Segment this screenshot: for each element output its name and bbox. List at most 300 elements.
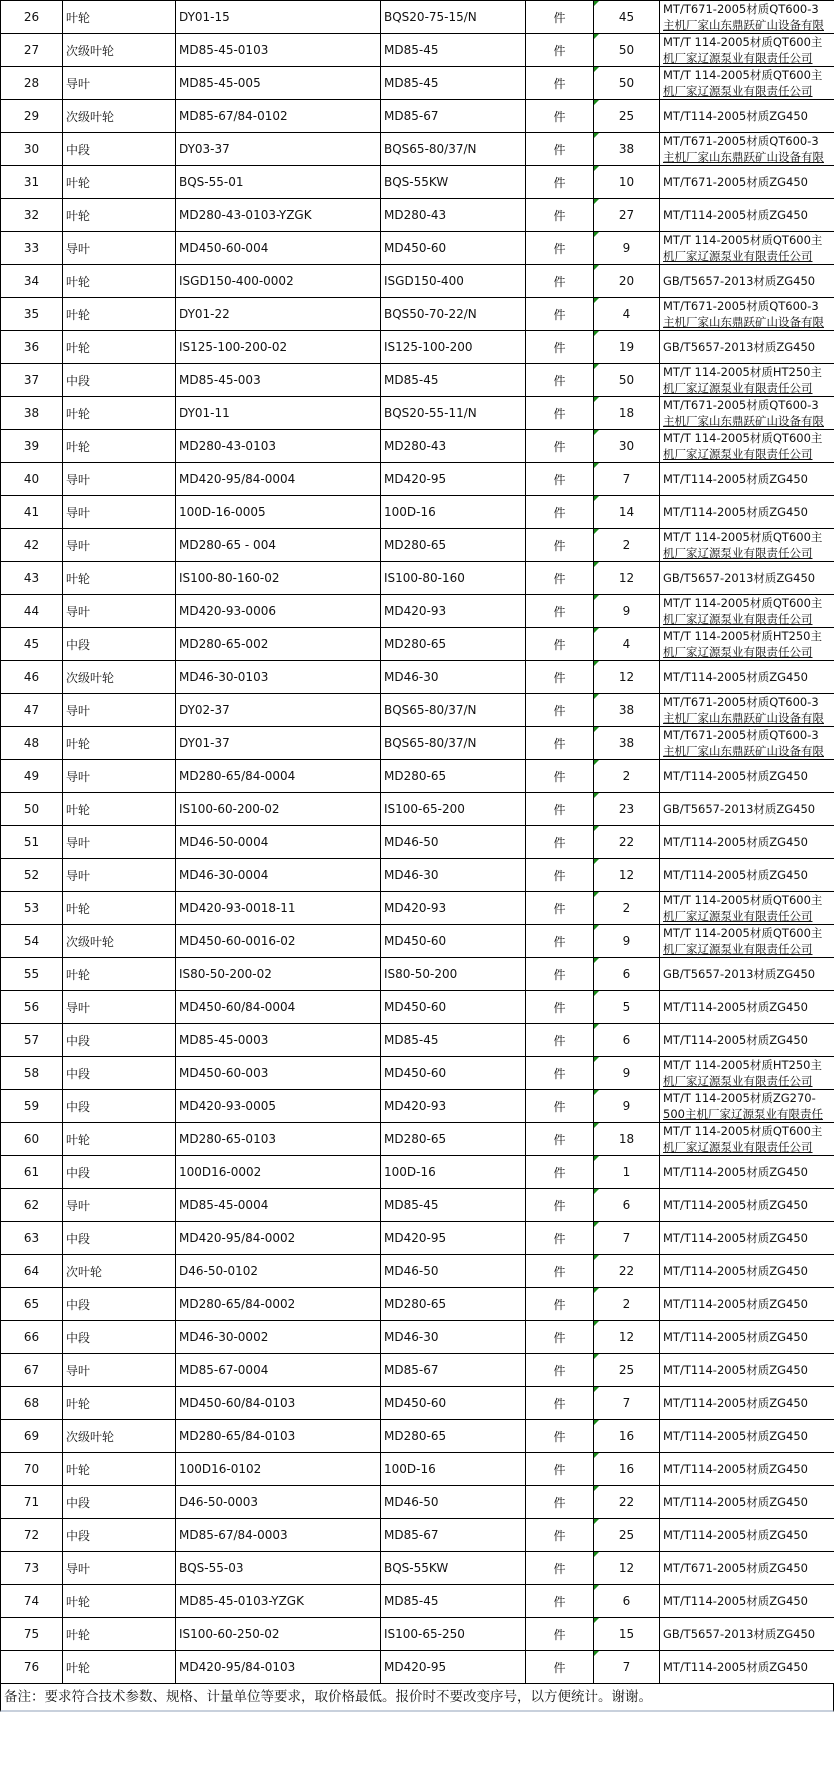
cell-part-name[interactable]: 叶轮 [63, 892, 176, 925]
cell-quantity[interactable]: 16 [594, 1420, 660, 1453]
cell-standard[interactable] [660, 1090, 834, 1123]
cell-quantity[interactable]: 12 [594, 562, 660, 595]
cell-unit[interactable]: 件 [526, 1288, 594, 1321]
cell-part-name[interactable]: 中段 [63, 628, 176, 661]
cell-unit[interactable]: 件 [526, 1618, 594, 1651]
cell-standard[interactable] [660, 628, 834, 661]
cell-part-name[interactable]: 中段 [63, 133, 176, 166]
cell-model[interactable]: 100D-16 [381, 496, 526, 529]
cell-standard[interactable] [660, 1387, 834, 1420]
cell-model[interactable]: MD280-65 [381, 1123, 526, 1156]
cell-part-name[interactable]: 中段 [63, 1519, 176, 1552]
cell-standard[interactable] [660, 1, 834, 34]
cell-part-name[interactable]: 中段 [63, 1288, 176, 1321]
cell-part-name[interactable]: 中段 [63, 1486, 176, 1519]
cell-model[interactable]: MD450-60 [381, 925, 526, 958]
cell-model[interactable]: ISGD150-400 [381, 265, 526, 298]
cell-serial-no[interactable]: 70 [1, 1453, 63, 1486]
cell-serial-no[interactable]: 34 [1, 265, 63, 298]
cell-model[interactable]: MD85-67 [381, 1354, 526, 1387]
cell-unit[interactable]: 件 [526, 67, 594, 100]
cell-standard[interactable] [660, 1651, 834, 1684]
cell-drawing-no[interactable]: DY01-22 [176, 298, 381, 331]
cell-part-name[interactable]: 导叶 [63, 826, 176, 859]
cell-part-name[interactable]: 导叶 [63, 529, 176, 562]
cell-quantity[interactable]: 10 [594, 166, 660, 199]
cell-model[interactable]: MD420-93 [381, 892, 526, 925]
cell-standard[interactable] [660, 1255, 834, 1288]
cell-model[interactable]: MD280-65 [381, 529, 526, 562]
cell-serial-no[interactable]: 66 [1, 1321, 63, 1354]
cell-serial-no[interactable]: 31 [1, 166, 63, 199]
cell-quantity[interactable]: 2 [594, 892, 660, 925]
cell-drawing-no[interactable]: MD420-93-0006 [176, 595, 381, 628]
cell-drawing-no[interactable]: DY03-37 [176, 133, 381, 166]
cell-standard[interactable] [660, 958, 834, 991]
cell-drawing-no[interactable]: IS80-50-200-02 [176, 958, 381, 991]
cell-drawing-no[interactable]: DY01-15 [176, 1, 381, 34]
cell-serial-no[interactable]: 27 [1, 34, 63, 67]
cell-model[interactable]: MD420-95 [381, 1651, 526, 1684]
cell-unit[interactable]: 件 [526, 265, 594, 298]
cell-model[interactable]: MD280-65 [381, 628, 526, 661]
cell-part-name[interactable]: 导叶 [63, 67, 176, 100]
cell-standard[interactable] [660, 1024, 834, 1057]
cell-model[interactable]: IS100-65-200 [381, 793, 526, 826]
cell-quantity[interactable]: 22 [594, 1486, 660, 1519]
cell-unit[interactable]: 件 [526, 1057, 594, 1090]
cell-model[interactable]: BQS-55KW [381, 1552, 526, 1585]
cell-quantity[interactable]: 9 [594, 1090, 660, 1123]
cell-unit[interactable]: 件 [526, 199, 594, 232]
cell-quantity[interactable]: 6 [594, 1585, 660, 1618]
cell-unit[interactable]: 件 [526, 958, 594, 991]
cell-part-name[interactable]: 叶轮 [63, 265, 176, 298]
cell-model[interactable]: BQS65-80/37/N [381, 727, 526, 760]
cell-serial-no[interactable]: 29 [1, 100, 63, 133]
cell-serial-no[interactable]: 37 [1, 364, 63, 397]
cell-standard[interactable] [660, 1618, 834, 1651]
cell-model[interactable]: 100D-16 [381, 1453, 526, 1486]
cell-drawing-no[interactable]: MD46-50-0004 [176, 826, 381, 859]
cell-unit[interactable]: 件 [526, 925, 594, 958]
cell-model[interactable]: MD450-60 [381, 1057, 526, 1090]
cell-part-name[interactable]: 次叶轮 [63, 1255, 176, 1288]
cell-part-name[interactable]: 导叶 [63, 859, 176, 892]
cell-standard[interactable] [660, 1321, 834, 1354]
cell-serial-no[interactable]: 47 [1, 694, 63, 727]
cell-drawing-no[interactable]: MD420-95/84-0002 [176, 1222, 381, 1255]
cell-serial-no[interactable]: 73 [1, 1552, 63, 1585]
cell-part-name[interactable]: 次级叶轮 [63, 100, 176, 133]
cell-model[interactable]: MD420-93 [381, 1090, 526, 1123]
cell-serial-no[interactable]: 36 [1, 331, 63, 364]
cell-unit[interactable]: 件 [526, 1123, 594, 1156]
cell-drawing-no[interactable]: MD85-45-0103 [176, 34, 381, 67]
cell-model[interactable]: MD46-50 [381, 1255, 526, 1288]
cell-part-name[interactable]: 叶轮 [63, 1618, 176, 1651]
cell-quantity[interactable]: 7 [594, 1387, 660, 1420]
cell-drawing-no[interactable]: MD450-60-004 [176, 232, 381, 265]
cell-standard[interactable] [660, 562, 834, 595]
cell-drawing-no[interactable]: MD85-45-005 [176, 67, 381, 100]
cell-standard[interactable] [660, 430, 834, 463]
cell-standard[interactable] [660, 925, 834, 958]
cell-serial-no[interactable]: 33 [1, 232, 63, 265]
cell-part-name[interactable]: 中段 [63, 1321, 176, 1354]
cell-quantity[interactable]: 19 [594, 331, 660, 364]
cell-standard[interactable] [660, 199, 834, 232]
cell-quantity[interactable]: 6 [594, 1024, 660, 1057]
cell-serial-no[interactable]: 30 [1, 133, 63, 166]
cell-model[interactable]: MD85-67 [381, 100, 526, 133]
cell-standard[interactable] [660, 1585, 834, 1618]
cell-standard[interactable] [660, 100, 834, 133]
cell-unit[interactable]: 件 [526, 595, 594, 628]
cell-drawing-no[interactable]: MD85-45-0004 [176, 1189, 381, 1222]
cell-serial-no[interactable]: 60 [1, 1123, 63, 1156]
cell-standard[interactable] [660, 859, 834, 892]
cell-serial-no[interactable]: 76 [1, 1651, 63, 1684]
cell-drawing-no[interactable]: MD280-65/84-0103 [176, 1420, 381, 1453]
cell-quantity[interactable]: 18 [594, 1123, 660, 1156]
cell-model[interactable]: IS100-80-160 [381, 562, 526, 595]
cell-quantity[interactable]: 38 [594, 727, 660, 760]
cell-drawing-no[interactable]: MD46-30-0002 [176, 1321, 381, 1354]
cell-quantity[interactable]: 22 [594, 826, 660, 859]
cell-standard[interactable] [660, 1222, 834, 1255]
cell-model[interactable]: MD85-67 [381, 1519, 526, 1552]
cell-quantity[interactable]: 18 [594, 397, 660, 430]
cell-model[interactable]: BQS20-75-15/N [381, 1, 526, 34]
cell-part-name[interactable]: 叶轮 [63, 1453, 176, 1486]
cell-unit[interactable]: 件 [526, 463, 594, 496]
cell-part-name[interactable]: 叶轮 [63, 958, 176, 991]
cell-standard[interactable] [660, 826, 834, 859]
cell-quantity[interactable]: 1 [594, 1156, 660, 1189]
cell-serial-no[interactable]: 54 [1, 925, 63, 958]
cell-part-name[interactable]: 中段 [63, 1156, 176, 1189]
cell-quantity[interactable]: 2 [594, 1288, 660, 1321]
cell-part-name[interactable]: 导叶 [63, 1354, 176, 1387]
cell-serial-no[interactable]: 28 [1, 67, 63, 100]
cell-unit[interactable]: 件 [526, 1024, 594, 1057]
cell-part-name[interactable]: 中段 [63, 1222, 176, 1255]
cell-model[interactable]: BQS20-55-11/N [381, 397, 526, 430]
cell-serial-no[interactable]: 55 [1, 958, 63, 991]
cell-standard[interactable] [660, 265, 834, 298]
cell-standard[interactable] [660, 67, 834, 100]
cell-model[interactable]: MD420-93 [381, 595, 526, 628]
cell-serial-no[interactable]: 74 [1, 1585, 63, 1618]
cell-model[interactable]: MD46-30 [381, 661, 526, 694]
cell-serial-no[interactable]: 49 [1, 760, 63, 793]
cell-unit[interactable]: 件 [526, 727, 594, 760]
cell-quantity[interactable]: 7 [594, 1222, 660, 1255]
cell-part-name[interactable]: 导叶 [63, 760, 176, 793]
cell-serial-no[interactable]: 46 [1, 661, 63, 694]
cell-quantity[interactable]: 9 [594, 232, 660, 265]
cell-serial-no[interactable]: 53 [1, 892, 63, 925]
cell-unit[interactable]: 件 [526, 562, 594, 595]
cell-drawing-no[interactable]: MD280-65-002 [176, 628, 381, 661]
cell-drawing-no[interactable]: MD85-67/84-0003 [176, 1519, 381, 1552]
cell-drawing-no[interactable]: IS125-100-200-02 [176, 331, 381, 364]
cell-quantity[interactable]: 20 [594, 265, 660, 298]
cell-unit[interactable]: 件 [526, 1255, 594, 1288]
cell-serial-no[interactable]: 26 [1, 1, 63, 34]
cell-model[interactable]: MD46-30 [381, 1321, 526, 1354]
cell-drawing-no[interactable]: MD85-67/84-0102 [176, 100, 381, 133]
cell-quantity[interactable]: 22 [594, 1255, 660, 1288]
cell-quantity[interactable]: 2 [594, 529, 660, 562]
cell-standard[interactable] [660, 1354, 834, 1387]
cell-serial-no[interactable]: 50 [1, 793, 63, 826]
cell-drawing-no[interactable]: MD280-65/84-0004 [176, 760, 381, 793]
cell-serial-no[interactable]: 32 [1, 199, 63, 232]
cell-serial-no[interactable]: 68 [1, 1387, 63, 1420]
cell-quantity[interactable]: 2 [594, 760, 660, 793]
cell-unit[interactable]: 件 [526, 364, 594, 397]
cell-standard[interactable] [660, 694, 834, 727]
cell-drawing-no[interactable]: ISGD150-400-0002 [176, 265, 381, 298]
cell-part-name[interactable]: 次级叶轮 [63, 925, 176, 958]
cell-quantity[interactable]: 9 [594, 1057, 660, 1090]
cell-drawing-no[interactable]: D46-50-0003 [176, 1486, 381, 1519]
cell-standard[interactable] [660, 991, 834, 1024]
cell-unit[interactable]: 件 [526, 826, 594, 859]
cell-serial-no[interactable]: 41 [1, 496, 63, 529]
cell-serial-no[interactable]: 40 [1, 463, 63, 496]
cell-standard[interactable] [660, 331, 834, 364]
cell-drawing-no[interactable]: BQS-55-01 [176, 166, 381, 199]
cell-model[interactable]: MD46-30 [381, 859, 526, 892]
cell-quantity[interactable]: 4 [594, 628, 660, 661]
cell-model[interactable]: IS125-100-200 [381, 331, 526, 364]
cell-drawing-no[interactable]: MD450-60-003 [176, 1057, 381, 1090]
cell-drawing-no[interactable]: MD450-60/84-0103 [176, 1387, 381, 1420]
cell-part-name[interactable]: 次级叶轮 [63, 661, 176, 694]
cell-part-name[interactable]: 叶轮 [63, 331, 176, 364]
cell-drawing-no[interactable]: BQS-55-03 [176, 1552, 381, 1585]
cell-quantity[interactable]: 50 [594, 67, 660, 100]
cell-unit[interactable]: 件 [526, 1354, 594, 1387]
cell-unit[interactable]: 件 [526, 1189, 594, 1222]
cell-drawing-no[interactable]: IS100-60-250-02 [176, 1618, 381, 1651]
cell-unit[interactable]: 件 [526, 430, 594, 463]
cell-serial-no[interactable]: 59 [1, 1090, 63, 1123]
cell-standard[interactable] [660, 133, 834, 166]
cell-quantity[interactable]: 12 [594, 661, 660, 694]
cell-standard[interactable] [660, 496, 834, 529]
cell-drawing-no[interactable]: DY02-37 [176, 694, 381, 727]
cell-drawing-no[interactable]: MD85-45-0103-YZGK [176, 1585, 381, 1618]
cell-standard[interactable] [660, 166, 834, 199]
cell-drawing-no[interactable]: 100D16-0102 [176, 1453, 381, 1486]
cell-serial-no[interactable]: 57 [1, 1024, 63, 1057]
cell-unit[interactable]: 件 [526, 133, 594, 166]
cell-serial-no[interactable]: 52 [1, 859, 63, 892]
cell-model[interactable]: MD280-43 [381, 430, 526, 463]
cell-drawing-no[interactable]: MD46-30-0103 [176, 661, 381, 694]
cell-unit[interactable]: 件 [526, 397, 594, 430]
cell-standard[interactable] [660, 298, 834, 331]
cell-serial-no[interactable]: 56 [1, 991, 63, 1024]
cell-quantity[interactable]: 25 [594, 1519, 660, 1552]
cell-part-name[interactable]: 叶轮 [63, 1651, 176, 1684]
cell-unit[interactable]: 件 [526, 694, 594, 727]
cell-quantity[interactable]: 12 [594, 1552, 660, 1585]
cell-unit[interactable]: 件 [526, 496, 594, 529]
cell-quantity[interactable]: 50 [594, 34, 660, 67]
cell-drawing-no[interactable]: MD450-60-0016-02 [176, 925, 381, 958]
cell-standard[interactable] [660, 793, 834, 826]
cell-standard[interactable] [660, 595, 834, 628]
cell-quantity[interactable]: 27 [594, 199, 660, 232]
cell-drawing-no[interactable]: 100D-16-0005 [176, 496, 381, 529]
cell-model[interactable]: BQS65-80/37/N [381, 133, 526, 166]
cell-quantity[interactable]: 9 [594, 925, 660, 958]
cell-part-name[interactable]: 中段 [63, 1090, 176, 1123]
cell-part-name[interactable]: 导叶 [63, 595, 176, 628]
cell-part-name[interactable]: 叶轮 [63, 1123, 176, 1156]
cell-unit[interactable]: 件 [526, 661, 594, 694]
cell-model[interactable]: MD280-43 [381, 199, 526, 232]
cell-serial-no[interactable]: 67 [1, 1354, 63, 1387]
cell-part-name[interactable]: 叶轮 [63, 298, 176, 331]
cell-part-name[interactable]: 导叶 [63, 496, 176, 529]
cell-unit[interactable]: 件 [526, 991, 594, 1024]
cell-standard[interactable] [660, 1156, 834, 1189]
cell-drawing-no[interactable]: MD420-93-0018-11 [176, 892, 381, 925]
cell-unit[interactable]: 件 [526, 166, 594, 199]
cell-standard[interactable] [660, 1057, 834, 1090]
cell-drawing-no[interactable]: D46-50-0102 [176, 1255, 381, 1288]
cell-standard[interactable] [660, 1486, 834, 1519]
cell-drawing-no[interactable]: MD420-95/84-0004 [176, 463, 381, 496]
cell-part-name[interactable]: 次级叶轮 [63, 34, 176, 67]
cell-standard[interactable] [660, 232, 834, 265]
cell-model[interactable]: MD280-65 [381, 1288, 526, 1321]
cell-quantity[interactable]: 7 [594, 463, 660, 496]
cell-part-name[interactable]: 导叶 [63, 1552, 176, 1585]
cell-unit[interactable]: 件 [526, 1222, 594, 1255]
cell-quantity[interactable]: 16 [594, 1453, 660, 1486]
cell-serial-no[interactable]: 75 [1, 1618, 63, 1651]
cell-quantity[interactable]: 25 [594, 100, 660, 133]
cell-drawing-no[interactable]: MD85-67-0004 [176, 1354, 381, 1387]
cell-part-name[interactable]: 导叶 [63, 991, 176, 1024]
cell-standard[interactable] [660, 1519, 834, 1552]
cell-model[interactable]: MD450-60 [381, 232, 526, 265]
cell-unit[interactable]: 件 [526, 1651, 594, 1684]
cell-part-name[interactable]: 叶轮 [63, 1387, 176, 1420]
cell-serial-no[interactable]: 38 [1, 397, 63, 430]
cell-model[interactable]: MD420-95 [381, 463, 526, 496]
cell-model[interactable]: MD450-60 [381, 991, 526, 1024]
cell-serial-no[interactable]: 61 [1, 1156, 63, 1189]
cell-drawing-no[interactable]: 100D16-0002 [176, 1156, 381, 1189]
cell-model[interactable]: MD85-45 [381, 1189, 526, 1222]
cell-model[interactable]: MD280-65 [381, 760, 526, 793]
cell-unit[interactable]: 件 [526, 1552, 594, 1585]
cell-quantity[interactable]: 50 [594, 364, 660, 397]
cell-serial-no[interactable]: 42 [1, 529, 63, 562]
cell-unit[interactable]: 件 [526, 331, 594, 364]
cell-serial-no[interactable]: 58 [1, 1057, 63, 1090]
cell-unit[interactable]: 件 [526, 34, 594, 67]
cell-quantity[interactable]: 6 [594, 958, 660, 991]
cell-model[interactable]: MD85-45 [381, 34, 526, 67]
cell-part-name[interactable]: 中段 [63, 364, 176, 397]
cell-drawing-no[interactable]: IS100-60-200-02 [176, 793, 381, 826]
cell-model[interactable]: MD420-95 [381, 1222, 526, 1255]
cell-drawing-no[interactable]: DY01-37 [176, 727, 381, 760]
cell-part-name[interactable]: 导叶 [63, 1189, 176, 1222]
cell-model[interactable]: BQS50-70-22/N [381, 298, 526, 331]
cell-standard[interactable] [660, 760, 834, 793]
cell-standard[interactable] [660, 1552, 834, 1585]
cell-part-name[interactable]: 中段 [63, 1024, 176, 1057]
cell-quantity[interactable]: 12 [594, 1321, 660, 1354]
cell-quantity[interactable]: 9 [594, 595, 660, 628]
cell-part-name[interactable]: 叶轮 [63, 166, 176, 199]
cell-quantity[interactable]: 14 [594, 496, 660, 529]
cell-serial-no[interactable]: 69 [1, 1420, 63, 1453]
cell-standard[interactable] [660, 397, 834, 430]
cell-part-name[interactable]: 叶轮 [63, 1, 176, 34]
cell-model[interactable]: MD280-65 [381, 1420, 526, 1453]
cell-model[interactable]: MD85-45 [381, 1024, 526, 1057]
cell-quantity[interactable]: 12 [594, 859, 660, 892]
cell-unit[interactable]: 件 [526, 1, 594, 34]
cell-unit[interactable]: 件 [526, 793, 594, 826]
cell-model[interactable]: BQS65-80/37/N [381, 694, 526, 727]
cell-part-name[interactable]: 中段 [63, 1057, 176, 1090]
cell-quantity[interactable]: 38 [594, 694, 660, 727]
cell-serial-no[interactable]: 72 [1, 1519, 63, 1552]
cell-part-name[interactable]: 导叶 [63, 232, 176, 265]
cell-unit[interactable]: 件 [526, 232, 594, 265]
cell-unit[interactable]: 件 [526, 298, 594, 331]
cell-serial-no[interactable]: 45 [1, 628, 63, 661]
cell-drawing-no[interactable]: MD450-60/84-0004 [176, 991, 381, 1024]
cell-serial-no[interactable]: 51 [1, 826, 63, 859]
cell-standard[interactable] [660, 1123, 834, 1156]
cell-drawing-no[interactable]: MD85-45-0003 [176, 1024, 381, 1057]
cell-model[interactable]: MD450-60 [381, 1387, 526, 1420]
cell-serial-no[interactable]: 48 [1, 727, 63, 760]
cell-quantity[interactable]: 30 [594, 430, 660, 463]
cell-standard[interactable] [660, 34, 834, 67]
cell-quantity[interactable]: 23 [594, 793, 660, 826]
cell-standard[interactable] [660, 364, 834, 397]
cell-drawing-no[interactable]: DY01-11 [176, 397, 381, 430]
cell-unit[interactable]: 件 [526, 529, 594, 562]
cell-drawing-no[interactable]: MD420-95/84-0103 [176, 1651, 381, 1684]
cell-drawing-no[interactable]: MD280-65 - 004 [176, 529, 381, 562]
cell-quantity[interactable]: 4 [594, 298, 660, 331]
cell-drawing-no[interactable]: MD280-43-0103-YZGK [176, 199, 381, 232]
cell-unit[interactable]: 件 [526, 1486, 594, 1519]
cell-drawing-no[interactable]: MD46-30-0004 [176, 859, 381, 892]
cell-unit[interactable]: 件 [526, 1519, 594, 1552]
cell-part-name[interactable]: 叶轮 [63, 397, 176, 430]
cell-serial-no[interactable]: 44 [1, 595, 63, 628]
cell-unit[interactable]: 件 [526, 628, 594, 661]
cell-quantity[interactable]: 5 [594, 991, 660, 1024]
cell-drawing-no[interactable]: MD420-93-0005 [176, 1090, 381, 1123]
